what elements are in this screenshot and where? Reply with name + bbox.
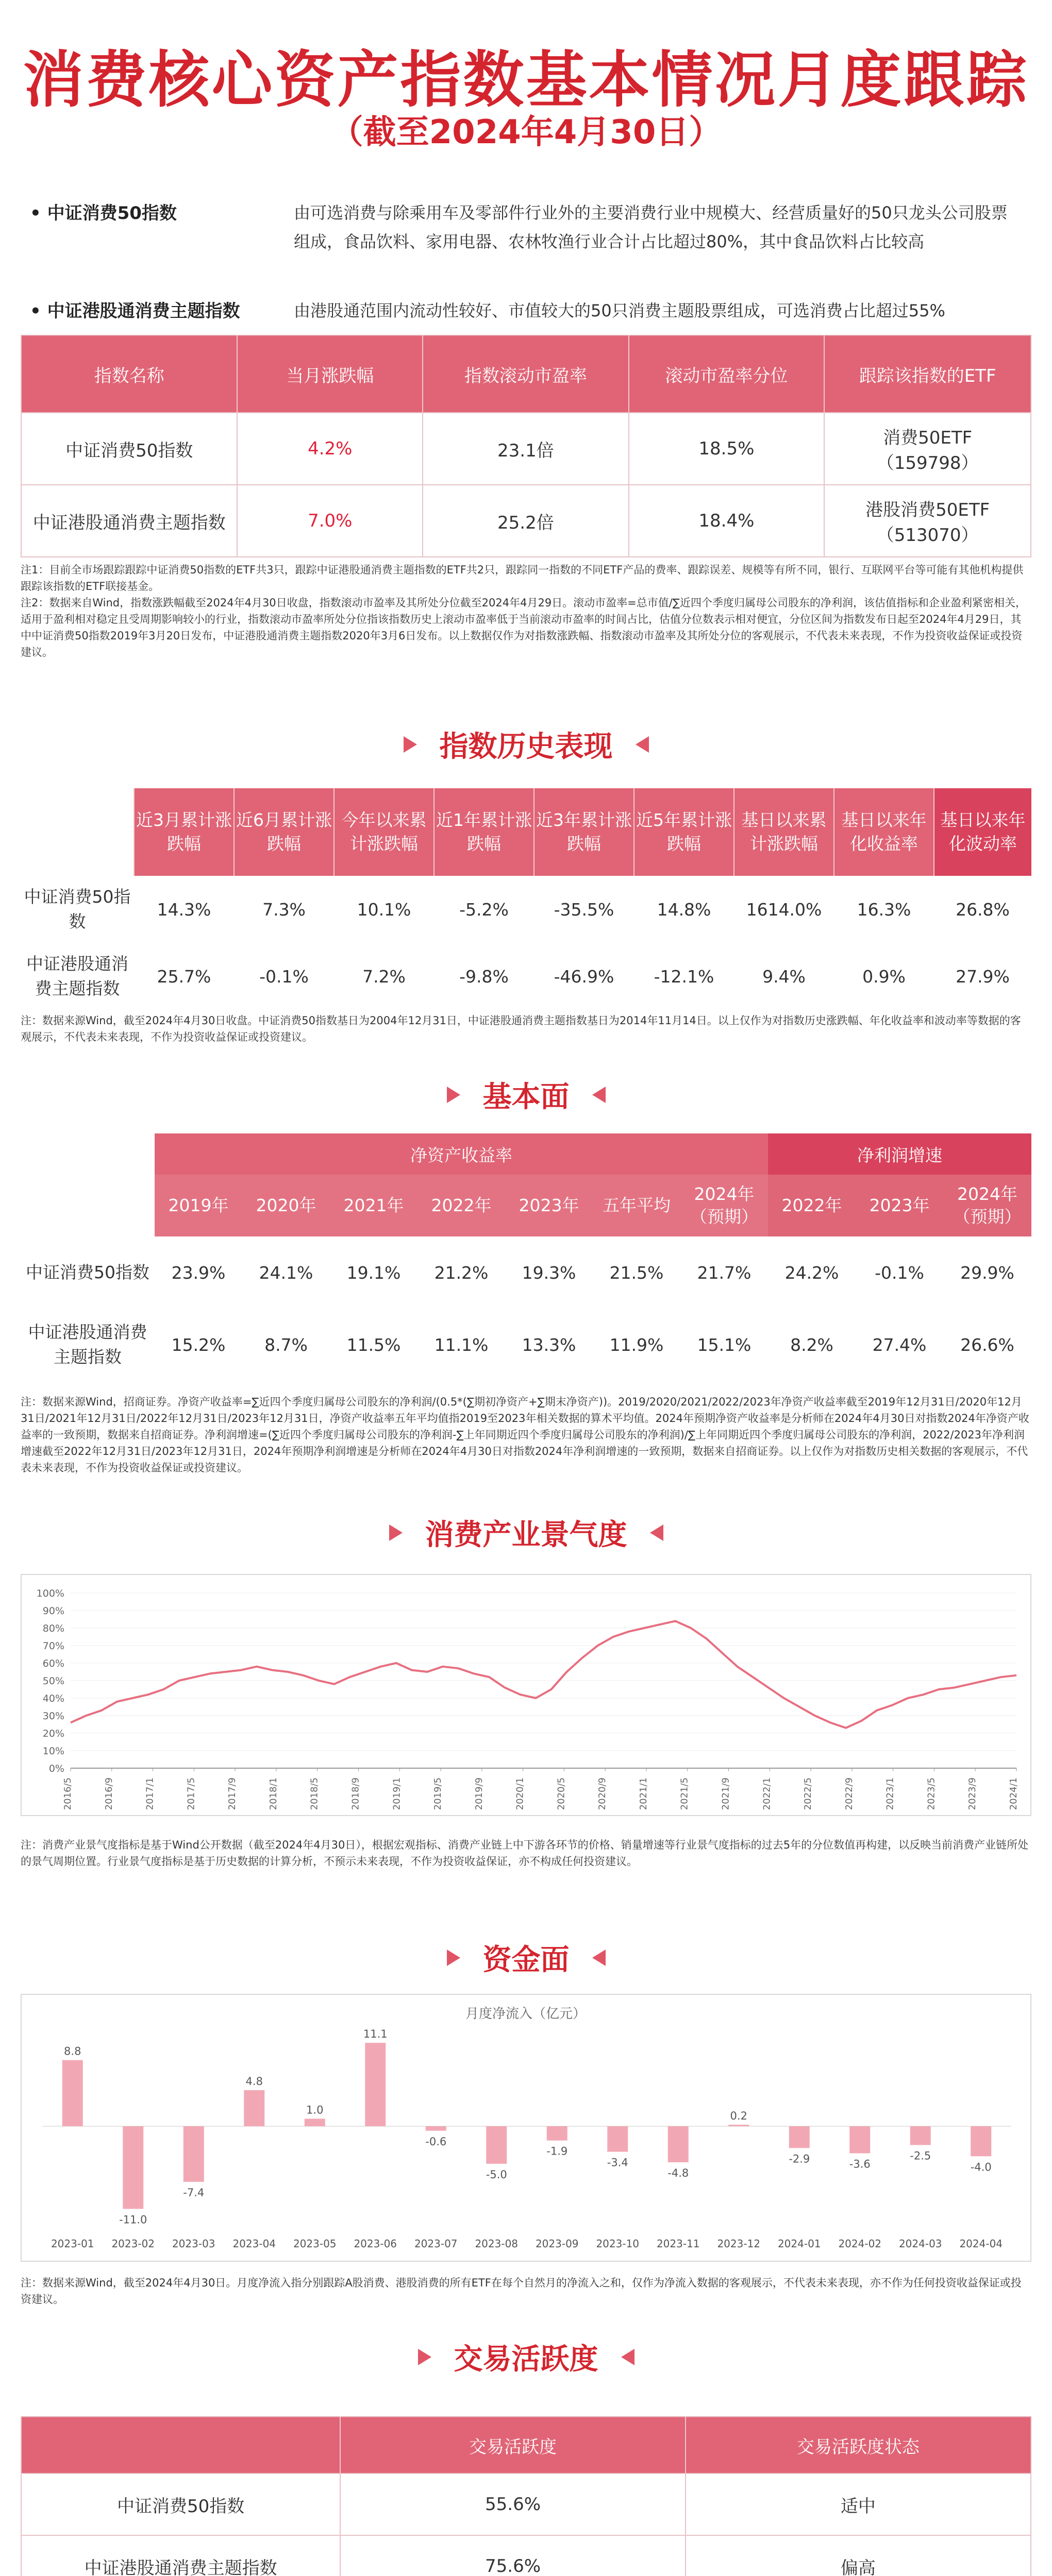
triangle-right-icon [389,1524,403,1541]
x-category-label: 2024-03 [898,2238,942,2250]
value-cell: -35.5% [554,899,614,920]
table-header-cell: 2023年 [505,1175,593,1236]
value-cell: 26.6% [960,1334,1014,1355]
table-row [21,1309,1031,1381]
overview-table [21,335,1031,557]
table-header-cell: 近1年累计涨跌幅 [434,788,534,876]
x-category-label: 2023-04 [232,2238,276,2250]
page-subtitle: （截至2024年4月30日） [330,113,722,151]
x-tick-label: 2024/1 [1008,1777,1019,1810]
table-header-cell: 交易活跃度 [340,2417,685,2473]
x-tick-label: 2017/5 [186,1777,197,1810]
table-header-cell: 2024年（预期） [943,1175,1031,1236]
table-row [21,413,1031,485]
x-tick-label: 2018/5 [309,1777,320,1810]
value-cell: 7.2% [362,966,406,987]
section-title-activity [0,2336,1052,2378]
table-header-cell [21,2417,340,2473]
bar-value-label: -4.8 [667,2167,689,2179]
bar-value-label: -7.4 [183,2186,205,2199]
index-name-cell: 中证消费50指数 [21,413,237,485]
value-cell: 25.7% [157,966,211,987]
x-tick-label: 2017/9 [227,1777,238,1810]
sentiment-line-chart [22,1575,1030,1815]
value-cell: 15.1% [697,1334,752,1355]
funding-bar-chart [22,1995,1030,2261]
bar [910,2126,931,2145]
table-header-cell: 近3年累计涨跌幅 [534,788,634,876]
value-cell: 15.2% [171,1334,226,1355]
table-header-cell: 交易活跃度状态 [686,2417,1031,2473]
bar [62,2060,83,2126]
funding-note: 注：数据来源Wind，截至2024年4月30日。月度净流入指分别跟踪A股消费、港股消费的所有ETF在每个自然月的净流入之和，仅作为净流入数据的客观展示，不代表未来表现，亦不作为任何投资收益保证或投资建议。 [21,2277,1022,2306]
etf-code: （159798） [876,453,979,473]
x-category-label: 2023-02 [111,2238,155,2250]
sentiment-chart-box [21,1574,1031,1816]
x-tick-label: 2016/9 [103,1777,114,1810]
activity-table [21,2416,1031,2576]
x-category-label: 2023-03 [172,2238,215,2250]
value-cell: 0.9% [862,966,906,987]
bar-value-label: -11.0 [119,2213,147,2226]
section-title-text: 指数历史表现 [439,730,613,764]
bar [123,2126,143,2209]
value-cell: -0.1% [875,1262,924,1283]
triangle-left-icon [650,1524,663,1541]
y-tick-label: 50% [42,1675,64,1687]
x-tick-label: 2016/5 [62,1777,73,1810]
x-category-label: 2023-08 [475,2238,519,2250]
table-row [21,943,1031,1010]
intro-index-desc: 由港股通范围内流动性较好、市值较大的50只消费主题股票组成，可选消费占比超过55% [294,301,945,320]
monthly-change-cell: 4.2% [237,413,423,485]
value-cell: 8.2% [790,1334,833,1355]
y-tick-label: 30% [42,1710,64,1722]
index-name-cell: 中证消费50指数 [24,887,131,931]
table-header-cell: 2023年 [856,1175,943,1236]
value-cell: 29.9% [960,1262,1014,1283]
bar [305,2119,325,2126]
bar [244,2090,264,2126]
x-tick-label: 2021/1 [638,1777,649,1810]
table-header-cell: 基日以来年化收益率 [834,788,934,876]
value-cell: -12.1% [654,966,714,987]
table-header-cell: 今年以来累计涨跌幅 [334,788,434,876]
value-cell: -5.2% [459,899,509,920]
value-cell: 10.1% [357,899,411,920]
activity-status-cell: 偏高 [686,2535,1031,2576]
intro-item [21,198,1031,256]
intro-index-name: • 中证港股通消费主题指数 [30,301,240,321]
bar-value-label: -3.4 [607,2156,628,2169]
table-header-cell: 当月涨跌幅 [237,335,423,413]
x-category-label: 2023-09 [535,2238,579,2250]
triangle-left-icon [592,1950,606,1966]
value-cell: 27.9% [956,966,1010,987]
bar-value-label: -1.9 [546,2145,568,2158]
intro-item [21,296,1031,326]
y-tick-label: 100% [36,1588,64,1599]
etf-cell [824,413,1031,485]
table-header-row [21,788,1031,876]
value-cell: 13.3% [522,1334,576,1355]
overview-note: 注1：目前全市场跟踪跟踪中证消费50指数的ETF共3只，跟踪中证港股通消费主题指数的ETF共2只，跟踪同一指数的不同ETF产品的费率、跟踪误差、规模等有所不同，银行、互联网平台等可能有其他机构提供跟踪该指数的ETF联接基金。 注2：数据来自Wind，指数涨跌幅截至2024年4月30日收盘，指数滚动市盈率及其所处分位截至2024年4月29日。滚动市盈率=总市值/∑近四个季度归属母公司股东的净利润，该估值指标和企业盈利紧密相关，适用于盈利相对稳定且受周期影响较小的行业，指数滚动市盈率所处分位指该指数历史上滚动市盈率低于当前滚动市盈率的时间占比，估值分位数表示相对便宜，分位区间为指数发布日起至2024年4月29日，其中中证消费50指数2019年3月20日发布，中证港股通消费主题指数2020年3月6日发布。以上数据仅作为对指数涨跌幅、指数滚动市盈率及其所处分位的客观展示，不代表未来表现，不作为投资收益保证或投资建议。 [21,564,1027,658]
funding-chart-box [21,1994,1031,2262]
value-cell: 24.1% [259,1262,313,1283]
x-tick-label: 2018/9 [350,1777,361,1810]
activity-value-cell: 75.6% [340,2535,685,2576]
table-header-cell: 近5年累计涨跌幅 [634,788,734,876]
triangle-right-icon [418,2349,431,2365]
table-header-blank [21,788,134,876]
x-tick-label: 2023/9 [967,1777,978,1810]
value-cell: 21.2% [434,1262,489,1283]
x-category-label: 2023-05 [293,2238,337,2250]
x-tick-label: 2019/9 [473,1777,485,1810]
x-tick-label: 2022/5 [803,1777,814,1810]
value-cell: 19.3% [522,1262,576,1283]
table-header-cell: 近6月累计涨跌幅 [234,788,334,876]
history-note: 注：数据来源Wind，截至2024年4月30日收盘。中证消费50指数基日为2004年12月31日，中证港股通消费主题指数基日为2014年11月14日。以上仅作为对指数历史涨跌幅、年化收益率和波动率等数据的客观展示，不代表未来表现，不作为投资收益保证或投资建议。 [21,1014,1021,1043]
section-title-sentiment [0,1512,1052,1553]
pe-percentile-cell: 18.5% [629,413,825,485]
index-name-cell: 中证港股通消费主题指数 [21,485,237,557]
bar-value-label: -3.6 [849,2158,871,2171]
history-table [21,788,1031,1010]
section-title-fundamentals [0,1074,1052,1115]
x-tick-label: 2022/1 [761,1777,773,1810]
x-category-label: 2023-01 [51,2238,94,2250]
value-cell: 1614.0% [746,899,822,920]
x-tick-label: 2019/5 [432,1777,444,1810]
table-header-cell: 基日以来年化波动率 [934,788,1031,876]
table-header-cell: 指数名称 [21,335,237,413]
x-tick-label: 2023/5 [926,1777,937,1810]
etf-name: 港股消费50ETF [865,500,990,520]
bar-value-label: 0.2 [730,2110,747,2123]
table-header-cell: 2021年 [330,1175,418,1236]
pe-percentile-cell: 18.4% [629,485,825,557]
y-tick-label: 70% [42,1640,64,1652]
index-name-cell: 中证消费50指数 [26,1262,149,1282]
intro-index-name: • 中证消费50指数 [30,203,177,224]
bar [365,2043,386,2126]
value-cell: -9.8% [459,966,509,987]
pe-cell: 25.2倍 [423,485,629,557]
bar [486,2126,507,2164]
bar [547,2126,567,2141]
y-tick-label: 40% [42,1693,64,1704]
y-tick-label: 90% [42,1605,64,1617]
y-tick-label: 20% [42,1728,64,1739]
index-name-cell: 中证港股通消费主题指数 [21,2535,340,2576]
table-header-cell: 2020年 [242,1175,330,1236]
y-tick-label: 0% [48,1763,64,1774]
table-header-row [21,1133,1031,1175]
x-category-label: 2023-06 [354,2238,397,2250]
section-title-text: 消费产业景气度 [425,1518,627,1552]
table-header-cell: 2024年（预期） [680,1175,768,1236]
series-line [71,1621,1016,1727]
triangle-left-icon [592,1087,606,1103]
table-header-cell: 跟踪该指数的ETF [824,335,1031,413]
index-name-cell: 中证港股通消费主题指数 [26,954,128,998]
bar [668,2126,689,2162]
x-category-label: 2024-04 [959,2238,1003,2250]
value-cell: 24.2% [784,1262,839,1283]
table-row [21,1236,1031,1309]
section-title-history [0,724,1052,765]
page-title: 消费核心资产指数基本情况月度跟踪 [23,44,1029,115]
activity-status-cell: 适中 [686,2473,1031,2535]
x-category-label: 2023-12 [717,2238,761,2250]
table-header-cell: 滚动市盈率分位 [629,335,825,413]
y-tick-label: 60% [42,1658,64,1669]
bar-value-label: -0.6 [425,2135,447,2148]
monthly-change-cell: 7.0% [237,485,423,557]
bar [183,2126,204,2182]
chart-title: 月度净流入（亿元） [465,2006,587,2022]
value-cell: 11.9% [609,1334,664,1355]
x-tick-label: 2021/5 [679,1777,690,1810]
value-cell: 11.5% [346,1334,401,1355]
table-row [21,2535,1031,2576]
bar-value-label: 1.0 [306,2104,324,2116]
bar [849,2126,870,2154]
x-category-label: 2023-07 [414,2238,458,2250]
value-cell: 21.7% [697,1262,752,1283]
table-header-blank [21,1175,155,1236]
y-tick-label: 80% [42,1623,64,1634]
bar [971,2126,991,2156]
value-cell: 27.4% [872,1334,927,1355]
triangle-left-icon [621,2349,634,2365]
triangle-right-icon [447,1087,460,1103]
section-title-text: 交易活跃度 [454,2343,598,2376]
value-cell: 14.3% [157,899,211,920]
x-tick-label: 2023/1 [884,1777,896,1810]
table-header-cell: 基日以来累计涨跌幅 [734,788,834,876]
intro-index-desc: 由可选消费与除乘用车及零部件行业外的主要消费行业中规模大、经营质量好的50只龙头公司股票组成，食品饮料、家用电器、农林牧渔行业合计占比超过80%，其中食品饮料占比较高 [294,203,1008,251]
table-header-cell: 五年平均 [593,1175,680,1236]
x-tick-label: 2018/1 [268,1777,279,1810]
value-cell: 7.3% [262,899,306,920]
index-name-cell: 中证港股通消费主题指数 [28,1322,147,1367]
value-cell: 8.7% [264,1334,308,1355]
y-tick-label: 10% [42,1745,64,1757]
table-row [21,2473,1031,2535]
bar [607,2126,628,2152]
group-header-roe: 净资产收益率 [155,1133,768,1175]
value-cell: 11.1% [434,1334,489,1355]
value-cell: 9.4% [762,966,806,987]
fundamentals-table [21,1133,1031,1381]
etf-cell [824,485,1031,557]
x-category-label: 2023-10 [596,2238,640,2250]
activity-value-cell: 55.6% [340,2473,685,2535]
table-header-cell: 指数滚动市盈率 [423,335,629,413]
value-cell: -0.1% [259,966,309,987]
section-title-text: 基本面 [482,1080,570,1114]
bar [728,2125,749,2126]
table-row [21,485,1031,557]
x-tick-label: 2021/9 [720,1777,731,1810]
value-cell: -46.9% [554,966,614,987]
bar-value-label: -2.9 [789,2153,810,2165]
value-cell: 16.3% [857,899,911,920]
x-category-label: 2023-11 [656,2238,700,2250]
table-header-row [21,335,1031,413]
value-cell: 26.8% [956,899,1010,920]
value-cell: 23.9% [171,1262,226,1283]
fundamentals-note: 注：数据来源Wind，招商证券。净资产收益率=∑近四个季度归属母公司股东的净利润/(0.5*(∑期初净资产+∑期末净资产))。2019/2020/2021/2022/2023年净资产收益率截至2019年12月31日/2020年12月31日/2021年12月31日/2022年12月31日/2023年12月31日，净资产收益率五年平均值指2019至2023年相关数据的算术平均值。2024年预期净资产收益率是分析师在2024年4月30日对指数2024年净资产收益率的一致预期，数据来自招商证券。净利润增速=(∑近四个季度归属母公司股东的净利润-∑上年同期近四个季度归属母公司股东的净利润)/∑上年同期近四个季度归属母公司股东的净利润，2022/2023年净利润增速截至2022年12月31日/2023年12月31日，2024年预期净利润增速是分析师在2024年4月30日对指数2024年净利润增速的一致预期，数据来自招商证券。以上仅作为对指数历史相关数据的客观展示，不代表未来表现，不作为投资收益保证或投资建议。 [21,1396,1029,1474]
bar [789,2126,810,2148]
table-header-blank [21,1133,155,1175]
table-header-cell: 近3月累计涨跌幅 [134,788,234,876]
pe-cell: 23.1倍 [423,413,629,485]
bar [426,2126,446,2131]
table-header-cell: 2022年 [418,1175,505,1236]
x-category-label: 2024-02 [838,2238,882,2250]
bar-value-label: -2.5 [910,2149,931,2162]
bar-value-label: -5.0 [486,2168,507,2181]
table-header-row [21,2417,1031,2473]
bar-value-label: 11.1 [363,2028,388,2041]
etf-name: 消费50ETF [883,428,973,448]
bar-value-label: 8.8 [64,2045,81,2058]
value-cell: 14.8% [657,899,711,920]
table-row [21,876,1031,943]
x-tick-label: 2020/1 [514,1777,526,1810]
table-header-cell: 2019年 [155,1175,242,1236]
table-header-cell: 2022年 [768,1175,856,1236]
triangle-right-icon [404,736,417,753]
etf-code: （513070） [876,525,979,546]
bar-value-label: -4.0 [970,2161,992,2174]
triangle-right-icon [447,1950,460,1966]
sentiment-note: 注：消费产业景气度指标是基于Wind公开数据（截至2024年4月30日），根据宏观指标、消费产业链上中下游各环节的价格、销量增速等行业景气度指标的过去5年的分位数值再构建，以反映当前消费产业链所处的景气周期位置。行业景气度指标是基于历史数据的计算分析，不预示未来表现，不作为投资收益保证，亦不构成任何投资建议。 [21,1839,1029,1868]
x-tick-label: 2020/9 [597,1777,608,1810]
table-header-row [21,1175,1031,1236]
bar-value-label: 4.8 [245,2075,263,2088]
value-cell: 19.1% [346,1262,401,1283]
value-cell: 21.5% [609,1262,664,1283]
x-tick-label: 2020/5 [556,1777,567,1810]
x-tick-label: 2019/1 [391,1777,403,1810]
section-title-text: 资金面 [482,1943,570,1977]
x-tick-label: 2022/9 [843,1777,855,1810]
x-tick-label: 2017/1 [144,1777,156,1810]
section-title-funding [0,1937,1052,1978]
triangle-left-icon [636,736,649,753]
group-header-net-profit: 净利润增速 [768,1133,1031,1175]
x-category-label: 2024-01 [777,2238,821,2250]
index-name-cell: 中证消费50指数 [21,2473,340,2535]
